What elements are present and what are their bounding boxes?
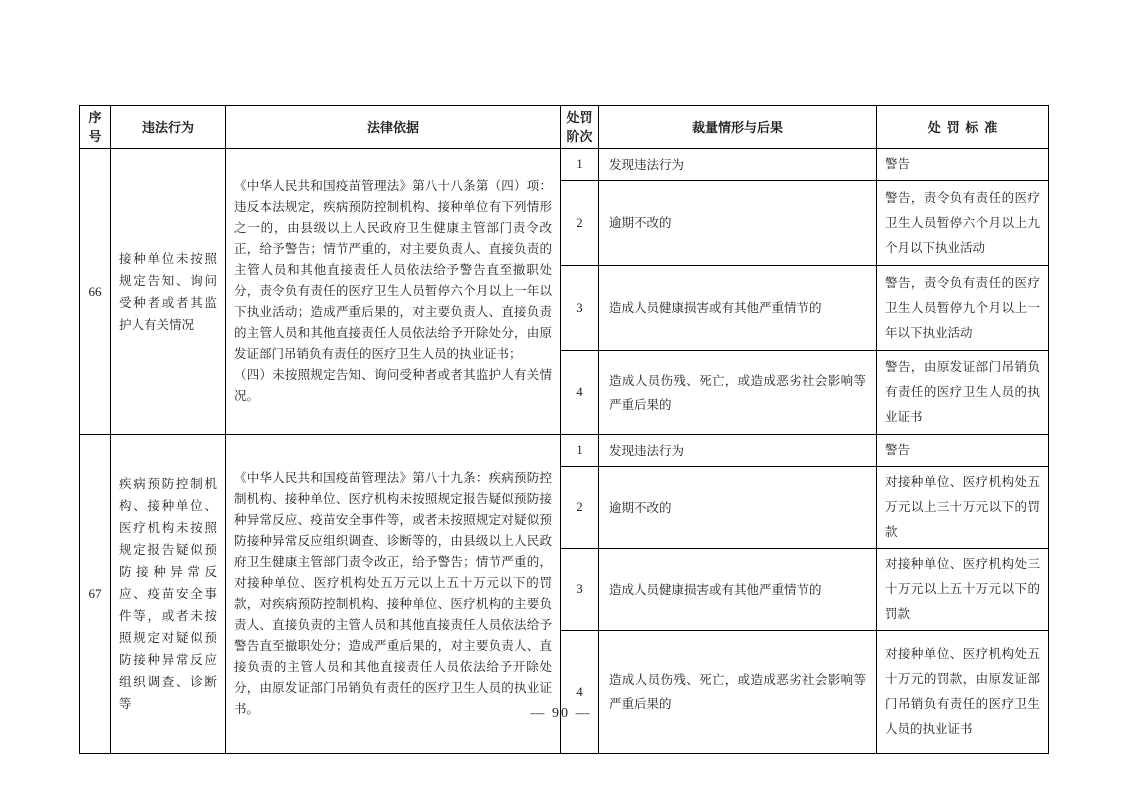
situation-cell: 逾期不改的 (599, 181, 877, 266)
legal-basis-paragraph: 《中华人民共和国疫苗管理法》第八十八条第（四）项：违反本法规定，疾病预防控制机构、接种单位有下列情形之一的，由县级以上人民政府卫生健康主管部门责令改正，给予警告；情节严重的，对主要负责人、直接负责的主管人员和其他直接责任人员依法给予警告直至撤职处分，责令负有责任的医疗卫生人员暂停六个月以上一年以下执业活动；造成严重后果的，对主要负责人、直接负责的主管人员和其他直接责任人员依法给予开除处分，由原发证部门吊销负有责任的医疗卫生人员的执业证书； (234, 179, 552, 361)
standard-cell: 警告，责令负有责任的医疗卫生人员暂停六个月以上九个月以下执业活动 (877, 181, 1049, 266)
stage-number-cell: 2 (561, 467, 599, 549)
table-row (80, 149, 1049, 181)
situation-cell: 发现违法行为 (599, 149, 877, 181)
standard-cell: 警告 (877, 149, 1049, 181)
header-violation: 违法行为 (111, 106, 226, 149)
row-number-cell: 66 (80, 149, 111, 435)
row-number-cell: 67 (80, 435, 111, 754)
penalty-standards-table (79, 105, 1049, 754)
situation-cell: 造成人员伤残、死亡，或造成恶劣社会影响等严重后果的 (599, 351, 877, 435)
stage-number-cell: 1 (561, 149, 599, 181)
situation-cell: 逾期不改的 (599, 467, 877, 549)
header-standard: 处罚标准 (877, 106, 1049, 149)
situation-cell: 造成人员健康损害或有其他严重情节的 (599, 266, 877, 351)
situation-cell: 造成人员伤残、死亡，或造成恶劣社会影响等严重后果的 (599, 631, 877, 754)
stage-number-cell: 2 (561, 181, 599, 266)
table-header-row (80, 106, 1049, 149)
standard-cell: 警告，责令负有责任的医疗卫生人员暂停九个月以上一年以下执业活动 (877, 266, 1049, 351)
header-no: 序号 (80, 106, 111, 149)
legal-basis-paragraph: （四）未按照规定告知、询问受种者或者其监护人有关情况。 (234, 368, 552, 403)
stage-number-cell: 4 (561, 351, 599, 435)
stage-number-cell: 3 (561, 549, 599, 631)
situation-cell: 造成人员健康损害或有其他严重情节的 (599, 549, 877, 631)
legal-basis-paragraph: 《中华人民共和国疫苗管理法》第八十九条：疾病预防控制机构、接种单位、医疗机构未按照规定报告疑似预防接种异常反应、疫苗安全事件等，或者未按照规定对疑似预防接种异常反应组织调查、诊断等的，由县级以上人民政府卫生健康主管部门责令改正，给予警告；情节严重的，对接种单位、医疗机构处五万元以上五十万元以下的罚款，对疾病预防控制机构、接种单位、医疗机构的主要负责人、直接负责的主管人员和其他直接责任人员依法给予警告直至撤职处分；造成严重后果的，对主要负责人、直接负责的主管人员和其他直接责任人员依法给予开除处分，由原发证部门吊销负有责任的医疗卫生人员的执业证书。 (234, 471, 552, 716)
situation-cell: 发现违法行为 (599, 435, 877, 467)
header-legal-basis: 法律依据 (226, 106, 561, 149)
header-situation: 裁量情形与后果 (599, 106, 877, 149)
stage-number-cell: 1 (561, 435, 599, 467)
standard-cell: 对接种单位、医疗机构处三十万元以上五十万元以下的罚款 (877, 549, 1049, 631)
page-number: — 90 — (530, 706, 592, 721)
stage-number-cell: 3 (561, 266, 599, 351)
violation-cell: 疾病预防控制机构、接种单位、医疗机构未按照规定报告疑似预防接种异常反应、疫苗安全事件等，或者未按照规定对疑似预防接种异常反应组织调查、诊断等 (111, 435, 226, 754)
legal-basis-cell (226, 149, 561, 435)
header-stage: 处罚阶次 (561, 106, 599, 149)
violation-cell: 接种单位未按照规定告知、询问受种者或者其监护人有关情况 (111, 149, 226, 435)
standard-cell: 警告，由原发证部门吊销负有责任的医疗卫生人员的执业证书 (877, 351, 1049, 435)
table-row (80, 435, 1049, 467)
standard-cell: 警告 (877, 435, 1049, 467)
stage-number-cell: 4 (561, 631, 599, 754)
standard-cell: 对接种单位、医疗机构处五十万元的罚款，由原发证部门吊销负有责任的医疗卫生人员的执业证书 (877, 631, 1049, 754)
standard-cell: 对接种单位、医疗机构处五万元以上三十万元以下的罚款 (877, 467, 1049, 549)
